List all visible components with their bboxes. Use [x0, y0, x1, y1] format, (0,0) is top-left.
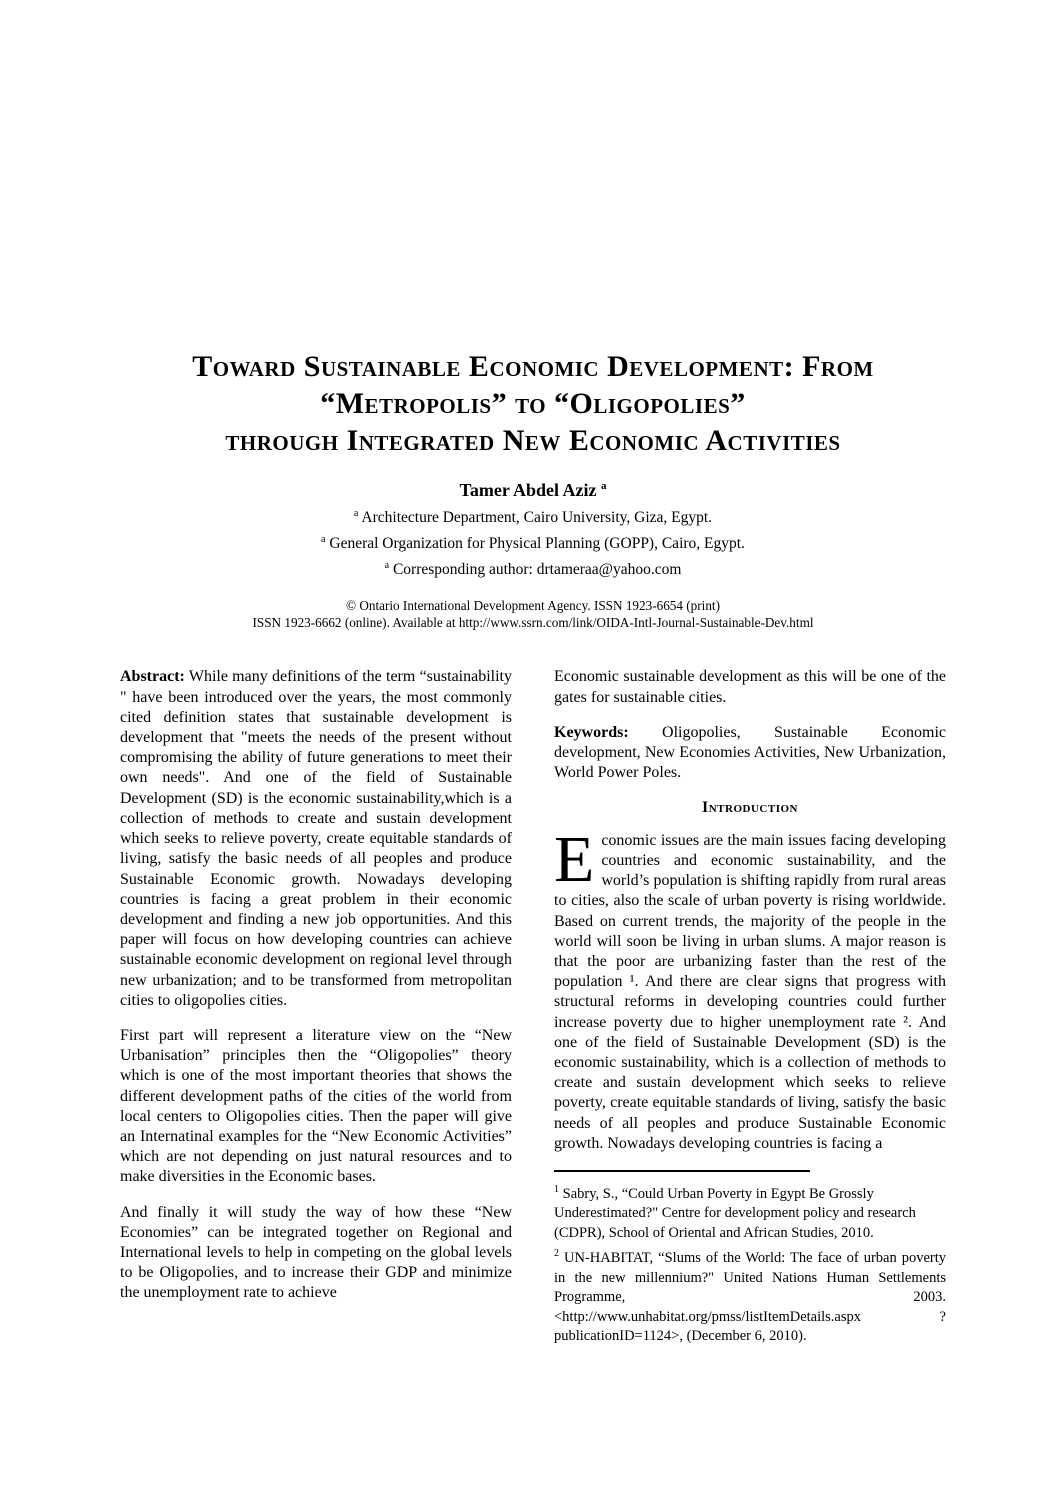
- footnote-separator-rule: [554, 1170, 810, 1172]
- title-line-2: “Metropolis” to “Oligopolies”: [320, 387, 746, 420]
- introduction-text: conomic issues are the main issues facing developing countries and economic sustainability, and the world’s population is shifting rapidly from rural areas to cities, also the scale of urban poverty is rising worldwide. Based on current trends, the majority of the people in the world will soon be living in urban slums. A major reason is that the poor are urbanizing faster than the rest of the population ¹. And there are clear signs that progress with structural reforms in developing countries could further increase poverty due to higher unemployment rate ². And one of the field of Sustainable Development (SD) is the economic sustainability, which is a collection of methods to create and sustain development which seeks to relieve poverty, create equitable standards of living, satisfy the basic needs of all peoples and produce Sustainable Economic growth. Nowadays developing countries is facing a: [554, 831, 946, 1152]
- keywords-text: Oligopolies, Sustainable Economic development, New Economies Activities, New Urbanization, World Power Poles.: [554, 723, 947, 782]
- author-affiliation-mark: a: [601, 480, 607, 492]
- keywords-paragraph: [554, 723, 946, 784]
- introduction-paragraph: [554, 822, 946, 1154]
- header-block: [120, 348, 946, 631]
- corresponding-author-email: Corresponding author: drtameraa@yahoo.com: [392, 561, 682, 579]
- footnote-1: [554, 1180, 946, 1243]
- footnote-2-mark: 2: [554, 1248, 559, 1260]
- footnote-1-mark: 1: [554, 1183, 559, 1195]
- abstract-text: While many definitions of the term “sustainability " have been introduced over the years, the most commonly cited definition states that sustainable development is development that "meets the needs of the present without compromising the ability of future generations to meet their own needs". And one of the field of Sustainable Development (SD) is the economic sustainability,which is a collection of methods to create and sustain development which seeks to relieve poverty, create equitable standards of living, satisfy the basic needs of all peoples and produce Sustainable Economic growth. Nowadays developing countries is facing a great problem in their economic development and finding a new job opportunities. And this paper will focus on how developing countries can achieve sustainable economic development on regional level through new urbanization; and to be transformed from metropolitan cities to oligopolies cities.: [120, 668, 513, 1009]
- copyright-issn-line: © Ontario International Development Agency. ISSN 1923-6654 (print): [346, 598, 720, 614]
- affiliation-text-1: Architecture Department, Cairo University, Giza, Egypt.: [361, 509, 713, 527]
- abstract-paragraph-2: First part will represent a literature view on the “New Urbanisation” principles then the “Oligopolies” theory which is one of the most important theories that shows the different development paths of the cities of the world from local centers to Oligopolies cities. Then the paper will give an Internatinal examples for the “New Economic Activities” which are not depending on just natural resources and to make diversities in the Economic bases.: [120, 1026, 512, 1186]
- footnotes-block: [554, 1180, 946, 1347]
- introduction-heading: Introduction: [702, 799, 798, 817]
- author-name-text: Tamer Abdel Aziz: [459, 480, 597, 500]
- footnote-1-text: Sabry, S., “Could Urban Poverty in Egypt Be Grossly Underestimated?" Centre for development policy and research (CDPR), School of Oriental and African Studies, 2010.: [554, 1185, 916, 1241]
- abstract-continuation-paragraph: Economic sustainable development as this will be one of the gates for sustainable cities.: [554, 668, 946, 706]
- footnote-2-text: UN-HABITAT, “Slums of the World: The face of urban poverty in the new millennium?" United Nations Human Settlements Programme, 2003. <http://www.unhabitat.org/pmss/listItemDetails.aspx ?publicationID=1124>, (December 6, 2010).: [554, 1250, 947, 1345]
- abstract-paragraph: [120, 667, 512, 1010]
- affiliation-mark-3: a: [384, 560, 390, 572]
- footnote-2: [554, 1244, 946, 1346]
- keywords-label: Keywords:: [554, 723, 629, 741]
- affiliations-block: [120, 503, 946, 581]
- affiliation-text-2: General Organization for Physical Planning (GOPP), Cairo, Egypt.: [329, 535, 745, 553]
- title-line-1: Toward Sustainable Economic Development: From: [192, 350, 874, 383]
- abstract-label: Abstract:: [120, 668, 185, 686]
- affiliation-line-2: [120, 529, 946, 555]
- affiliation-line-3: [120, 555, 946, 581]
- issn-online-availability-line: ISSN 1923-6662 (online). Available at http://www.ssrn.com/link/OIDA-Intl-Journal-Sustainable-Dev.html: [252, 615, 814, 631]
- paper-title: [120, 348, 946, 459]
- author-name: [120, 475, 946, 501]
- affiliation-mark-1: a: [353, 508, 359, 519]
- right-column: [554, 667, 946, 1347]
- two-column-body: [120, 667, 946, 1347]
- left-column: [120, 667, 512, 1347]
- abstract-paragraph-3: And finally it will study the way of how these “New Economies” can be integrated together on Regional and International levels to help in competing on the global levels to be Oligopolies, and to increase their GDP and minimize the unemployment rate to achieve: [120, 1203, 512, 1302]
- affiliation-line-1: [120, 503, 946, 529]
- affiliation-mark-2: a: [321, 534, 326, 546]
- publisher-issn-block: [120, 597, 946, 631]
- dropcap-letter: E: [554, 822, 595, 896]
- title-line-3: through Integrated New Economic Activities: [225, 424, 841, 457]
